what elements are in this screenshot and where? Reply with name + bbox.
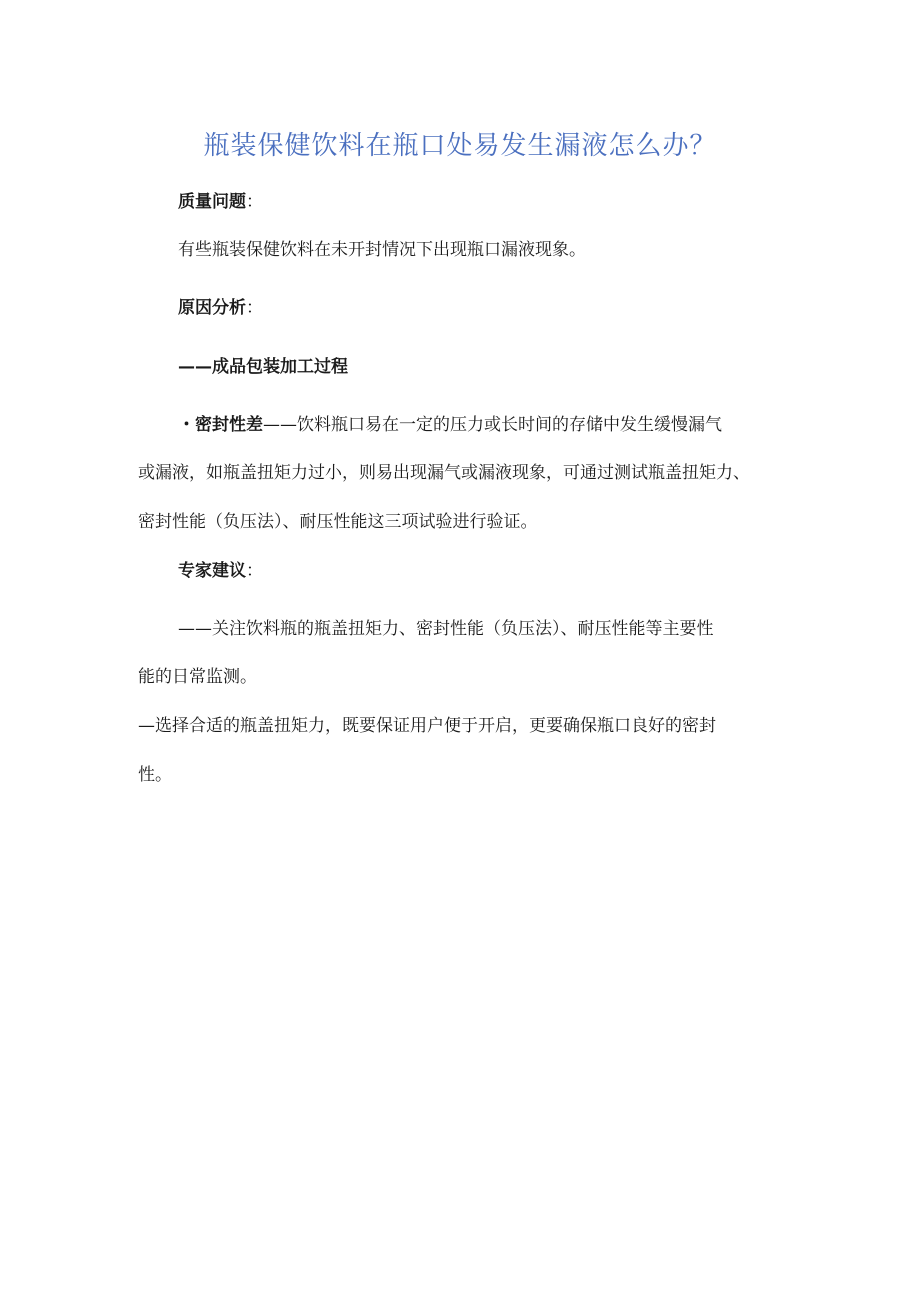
quality-issue-colon: ：: [246, 192, 263, 212]
quality-issue-heading: 质量问题: [178, 192, 246, 212]
bullet-text-1: ——饮料瓶口易在一定的压力或长时间的存储中发生缓慢漏气: [263, 415, 722, 435]
expert-advice-heading-line: [178, 559, 263, 583]
cause-bullet-line-1: [178, 413, 722, 437]
bullet-prefix: ・: [178, 415, 195, 435]
bullet-term: 密封性差: [195, 415, 263, 435]
advice-item-1-line-2: 能的日常监测。: [138, 667, 257, 687]
document-title: 瓶装保健饮料在瓶口处易发生漏液怎么办？: [203, 131, 717, 161]
expert-advice-colon: ：: [246, 561, 263, 581]
cause-analysis-subheading: ——成品包装加工过程: [178, 357, 348, 377]
cause-bullet-line-2: 或漏液，如瓶盖扭矩力过小，则易出现漏气或漏液现象，可通过测试瓶盖扭矩力、: [138, 463, 750, 483]
cause-analysis-heading-line: [178, 296, 263, 320]
cause-bullet-line-3: 密封性能（负压法）、耐压性能这三项试验进行验证。: [138, 512, 538, 532]
cause-analysis-heading: 原因分析: [178, 298, 246, 318]
expert-advice-heading: 专家建议: [178, 561, 246, 581]
cause-analysis-colon: ：: [246, 298, 263, 318]
advice-item-2-line-1: —选择合适的瓶盖扭矩力，既要保证用户便于开启，更要确保瓶口良好的密封: [138, 716, 716, 736]
advice-item-1-line-1: ——关注饮料瓶的瓶盖扭矩力、密封性能（负压法）、耐压性能等主要性: [178, 619, 714, 639]
quality-issue-text: 有些瓶装保健饮料在未开封情况下出现瓶口漏液现象。: [178, 240, 586, 260]
quality-issue-heading-line: [178, 190, 263, 214]
advice-item-2-line-2: 性。: [138, 765, 172, 785]
